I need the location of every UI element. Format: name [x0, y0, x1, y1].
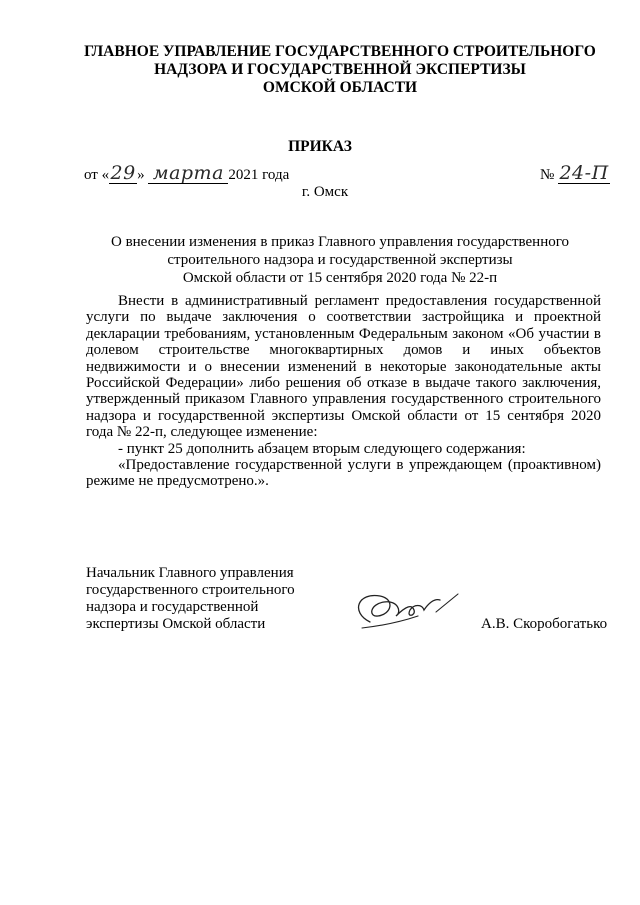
document-city: г. Омск — [301, 184, 349, 200]
issuer-header — [60, 43, 620, 97]
subject-line-3: Омской области от 15 сентября 2020 года № 22-п — [182, 270, 498, 286]
number-prefix: № — [540, 167, 555, 183]
issuer-header-line-1: ГЛАВНОЕ УПРАВЛЕНИЕ ГОСУДАРСТВЕННОГО СТРОИТЕЛЬНОГО — [84, 43, 596, 60]
signer-position-line-4: экспертизы Омской области — [86, 616, 266, 632]
issuer-header-line-2: НАДЗОРА И ГОСУДАРСТВЕННОЙ ЭКСПЕРТИЗЫ — [154, 61, 526, 78]
date-day-handwritten: 29 — [110, 162, 136, 184]
signer-position-line-3: надзора и государственной — [86, 599, 259, 615]
body-paragraph-2: - пункт 25 дополнить абзацем вторым следующего содержания: — [118, 440, 526, 457]
signer-position-line-1: Начальник Главного управления — [86, 565, 294, 581]
subject-line-2: строительного надзора и государственной экспертизы — [167, 252, 513, 268]
signer-position-line-2: государственного строительного — [86, 582, 295, 598]
signer-position — [86, 565, 326, 633]
number-value-handwritten: 24-П — [559, 162, 609, 184]
date-prefix: от « — [84, 167, 110, 183]
document-number — [540, 162, 610, 184]
issuer-header-line-3: ОМСКОЙ ОБЛАСТИ — [262, 79, 418, 96]
document-type-title: ПРИКАЗ — [288, 138, 352, 155]
signer-name: А.В. Скоробогатько — [481, 616, 608, 632]
body-paragraph-3: «Предоставление государственной услуги в упреждающем (проактивном) режиме не предусмотрено.». — [86, 457, 601, 490]
date-month-handwritten: марта — [152, 162, 224, 184]
date-middle: » — [137, 167, 145, 183]
date-suffix: 2021 года — [228, 167, 290, 183]
document-date — [84, 162, 290, 184]
document-subject — [80, 233, 600, 287]
document-body — [86, 293, 601, 490]
handwritten-signature — [340, 582, 470, 642]
subject-line-1: О внесении изменения в приказ Главного управления государственного — [110, 234, 569, 250]
body-paragraph-1: Внести в административный регламент предоставления государственной услуги по выдаче заключения о соответствии застройщика и проектной декларации требованиям, установленным Федеральным законом «Об участии в долевом строительстве многоквартирных домов и иных объектов недвижимости и о внесении изменений в некоторые законодательные акты Российской Федерации» либо решения об отказе в выдаче такого заключения, утвержденный приказом Главного управления государственного строительного надзора и государственной экспертизы Омской области от 15 сентября 2020 года № 22-п, следующее изменение: — [86, 293, 601, 441]
